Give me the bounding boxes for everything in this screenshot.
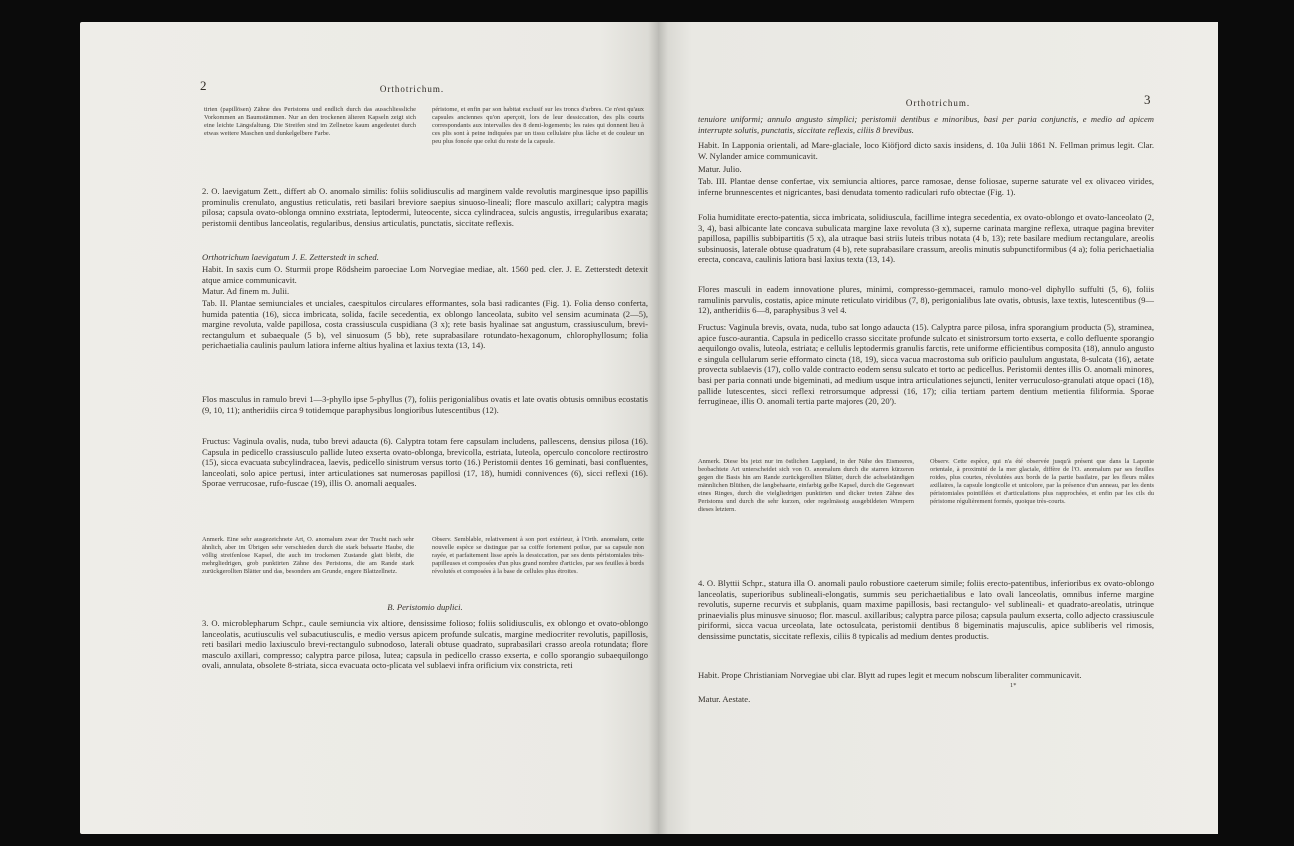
species-4-maturity: Matur. Aestate. — [698, 694, 751, 704]
species-2-maturity: Matur. Ad finem m. Julii. — [202, 286, 290, 296]
species-4-diagnosis: 4. O. Blyttii Schpr., statura illa O. anomali paulo robustiore caeterum simile; foliis erecto-patentibus, inferioribus ex ovato-oblongo lanceolatis, superioribus sublineali-elongatis, summis seu perichaetialibus e lato ovali lanceolatis, omnibus inferne margine revolutis, superne recurvis et subplanis, quam maxime papillosis, basi rectangulo- vel sublineali- et quadrato-areolatis, utrinque prinaevialis plus minusve sinuoso; flor. mascul. axillaribus; calyptra parce pilosa; capsula paulum exserta, collo adjecto crassiuscule piriformi, sicca vacua urceolata, late octosulcata, peristomii dentibus 8 bigeminatis majusculis, apice subliberis vel rimosis, densissime punctatis, siccitate reflexis, ciliis 8 typicalis ad medium dentes productis. — [698, 578, 1154, 641]
right-page — [658, 22, 1218, 834]
species-2-description: Tab. II. Plantae semiunciales et unciales, caespitulos circulares efformantes, sola basi radicantes (Fig. 1). Folia denso conferta, humida patentia (16), sicca imbricata, solida, facile secedentia, ex oblongo lanceolata, subito vel sensim acuminata (2—5), margine revoluta, valde papillosa, costa crassiuscula cuspidiana (3 x); rete basis hyalinae sat angustum, crassiusculum, brevi-rectangulum et subaequale (5 b), vel sinuosum (5 bb), rete suprabasilare rotundato-hexagonum, chlorophyllosum; folia perichaetialia caulinis paulum latiora inferne altius hyalina et laxius texta (13, 14). — [202, 298, 648, 351]
species-2-note-german: Anmerk. Eine sehr ausgezeichnete Art, O. anomalum zwar der Tracht nach sehr ähnlich, aber im Übrigen sehr verschieden durch die stark behaarte Haube, die völlig streifenlose Kapsel, die auch im trockenen Zustande glatt bleibt, die mehrgliedrigen, grob punktirten Zähne des Peristoms, die am Rande stark zurückgerollten Blätter und das, besonders am Grunde, engere Blattzellnetz. — [202, 536, 414, 575]
species-2-synonym: Orthotrichum laevigatum J. E. Zetterstedt in sched. — [202, 252, 379, 262]
running-head: Orthotrichum. — [905, 98, 971, 108]
intro-german: tirten (papillösen) Zähne des Peristoms und endlich durch das ausschliessliche Vorkommen an Baumstämmen. Nur an den trockenen älteren Kapseln zeigt sich eine leichte Längsfaltung. Die Streifen sind im Zellnetze kaum angedeutet durch etwas weitere Maschen und dunkelgelbere Farbe. — [204, 106, 416, 137]
species-3-diagnosis: 3. O. microblepharum Schpr., caule semiuncia vix altiore, densissime folioso; foliis solidiusculis, ex oblongo et ovato-oblongo lanceolatis, acutiusculis vel subacutiusculis, e medio versus apicem profunde sulcatis, margine mediocriter revolutis, papillosis, reti basilari medio laxiusculo brevi-rectangulo subnodoso, laterali obtuse quadrato, suprabasilari crasso areola rotundata; flore masculo axillari, compresso; calyptra parce pilosa, lutea; capsula in pedicello crasso exserta, e collo sporangio subaequilongo ovali, annulata, obsolete 8-striata, sicca evacuata octo-plicata vel sublaevi infra orificium vix constricta, reti — [202, 618, 648, 671]
species-3-leaf-description: Folia humiditate erecto-patentia, sicca imbricata, solidiuscula, facillime integra secedentia, ex ovato-oblongo et ovato-lanceolato (2, 3, 4), basi albicante late concava subulicata margine laxe revoluta (3 x), superne carinata margine reflexa, utraque pagina breviter papillosa, papillis subbipartitis (5 x), ala utraque basi striis luteis tribus notata (4 b, 13); rete basilare medium rectangulare, areolis subsinuosis, laterale obtuse quadratum (4 b), rete suprabasilare crassum, areolis minutis subpunctiformibus (4 a); folia perichaetialia erecta, concava, caulinis latiora basi laxius texta (13, 14). — [698, 212, 1154, 265]
intro-french: péristome, et enfin par son habitat exclusif sur les troncs d'arbres. Ce n'est qu'aux capsules anciennes qu'on aperçoit, lors de leur dessiccation, des plis courts correspondants aux intervalles des 8 demi-logements; les raies qui donnent lieu à ces plis sont à peine indiquées par un tissu cellulaire plus lâche et de couleur un peu plus foncée que celui du reste de la capsule. — [432, 106, 644, 145]
species-2-diagnosis: 2. O. laevigatum Zett., differt ab O. anomalo similis: foliis solidiusculis ad marginem valde revolutis marginesque ipso papillis prominulis crenulato, angustius reticulatis, reti basilari breviore saepius sinuoso-lineali; flore masculo axillari; calyptra magis pilosa; capsula ovato-oblonga omnino exstriata, leptodermi, luteocente, sicca cylindracea, sulcis angustis, irregularibus exarata; peristomii dentibus lanceolatis, regularibus, densius articulatis, punctatis, siccitate reflexis. — [202, 186, 648, 228]
species-2-note-french: Observ. Semblable, relativement à son port extérieur, à l'Orth. anomalum, cette nouvelle espèce se distingue par sa coiffe fortement poilue, par sa capsule non rayée, et parfaitement lisse après la dessiccation, par ses dents péristomiales très-papilleuses et composées d'un plus grand nombre d'articles, par ses feuilles à bords révolutés et composées à la base de cellules plus étroites. — [432, 536, 644, 575]
species-3-habitat: Habit. In Lapponia orientali, ad Mare-glaciale, loco Kiöfjord dicto saxis insidens, d. 10a Julii 1861 N. Fellman primus legit. Clar. W. Nylander amice communicavit. — [698, 140, 1154, 161]
page-number: 2 — [200, 78, 207, 93]
species-3-maturity: Matur. Julio. — [698, 164, 742, 174]
species-3-note-french: Observ. Cette espèce, qui n'a été observée jusqu'à présent que dans la Laponie orientale, à proximité de la mer glaciale, diffère de l'O. anomalum par ses feuilles roides, plus courtes, révolutées aux bords de la partie basilaire, par les fleurs mâles axillaires, la capsule longicolle et unicolore, par la présence d'un anneau, par les dents péristomiales pointillées et d'articulations plus rapprochées, et enfin par les cils du péristome régulièrement formés, quoique très-courts. — [930, 458, 1154, 505]
book-gutter — [648, 22, 668, 834]
left-page — [80, 22, 658, 834]
species-3-plant-description: Tab. III. Plantae dense confertae, vix semiuncia altiores, parce ramosae, dense foliosae, superne saturate vel ex olivaceo virides, inferne brunnescentes et nigricantes, basi denudata tomento radiculari rufo obtectae (Fig. 1). — [698, 176, 1154, 197]
species-3-fruit: Fructus: Vaginula brevis, ovata, nuda, tubo sat longo adaucta (15). Calyptra parce pilosa, infra sporangium producta (5), straminea, apice fusco-aurantia. Capsula in pedicello crasso siccitate profunde sulcato et sinistrorsum torto exserta, e collo defluente sporangio aequilongo ovalis, luteola, estriata; e cellulis leptodermis granulis farctis, rete uniforme efficientibus composita (18), annulo angusto e singula cellularum serie efformato cincta (18, 19), sicca vacua macrostoma sub orificio paululum angustata, 8-sulcata (16), aetate provecta sublaevis (17), collo valde contracto eodem sensu sulcato et torto ac pedicellus. Peristomii dentes illis O. anomali minores, basi per paria connati unde bigeminati, ad medium usque intra articulationes sejuncti, leniter verruculoso-granulati atque opaci (18), pallide lutescentes, sicci reflexi retrorsumque adpressi (16, 17); cilia tertiam partem dentium metientia filiformia. Sporae ferrugineae, illis O. anomali tertia parte majores (20, 20'). — [698, 322, 1154, 407]
species-3-continuation: tenuiore uniformi; annulo angusto simplici; peristomii dentibus e minoribus, basi per paria conjunctis, e medio ad apicem interrupte solutis, punctatis, siccitate reflexis, ciliis 8 brevibus. — [698, 114, 1154, 135]
species-3-male-flower: Flores masculi in eadem innovatione plures, minimi, compresso-gemmacei, ramulo mono-vel diphyllo suffulti (5, 6), foliis ramulinis parvulis, costatis, apice minute reticulato viridibus (7, 8), perigonialibus late ovatis, obtusis, laxe textis, lutescentibus (9—12), antheridiis 6—8, paraphysibus 3 vel 4. — [698, 284, 1154, 316]
section-heading: B. Peristomio duplici. — [387, 602, 463, 612]
species-4-habitat: Habit. Prope Christianiam Norvegiae ubi clar. Blytt ad rupes legit et mecum nobscum liberaliter communicavit. — [698, 670, 1082, 680]
species-2-fruit: Fructus: Vaginula ovalis, nuda, tubo brevi adaucta (6). Calyptra totam fere capsulam includens, pallescens, densius pilosa (16). Capsula in pedicello crassiusculo pallide luteo exserta ovato-oblonga, brevicolla, estriata, luteola, operculo concolore rectirostro (15), sicca evacuata subcylindracea, laevis, pedicello sinistrum versus torto (16.) Peristomii dentes 16 geminati, basi confluentes, lanceolati, solo apice pertusi, inter articulationes sat numerosas papillosi (17, 18), humidi connivences (6), sicci reflexi (16). Sporae verrucosae, rufo-fuscae (19), illis O. anomali aequales. — [202, 436, 648, 489]
species-2-male-flower: Flos masculus in ramulo brevi 1—3-phyllo ipse 5-phyllus (7), foliis perigonialibus ovatis et late ovatis obtusis omnibus ecostatis (9, 10, 11); antheridiis circa 9 totidemque paraphysibus longioribus lutescentibus (12). — [202, 394, 648, 415]
species-3-note-german: Anmerk. Diese bis jetzt nur im östlichen Lappland, in der Nähe des Eismeeres, beobachtete Art unterscheidet sich von O. anomalum durch die starren kürzeren gegen die Basis hin am Rande zurückgerollten Blätter, durch die achselständigen männlichen Blüthen, die langbehaarte, einfarbig gelbe Kapsel, durch die Gegenwart eines Ringes, durch die vielgliedrigen punktirten und dicker treten Zähne des Peristoms und durch die sehr kurzen, oder regelmässig ausgebildeten Wimpern dieses letztern. — [698, 458, 914, 513]
page-number: 3 — [1144, 92, 1151, 107]
species-2-habitat: Habit. In saxis cum O. Sturmii prope Rödsheim paroeciae Lom Norvegiae mediae, alt. 1560 ped. cler. J. E. Zetterstedt detexit atque amice communicavit. — [202, 264, 648, 285]
printer-signature: 1* — [1010, 682, 1017, 689]
running-head: Orthotrichum. — [379, 84, 445, 94]
